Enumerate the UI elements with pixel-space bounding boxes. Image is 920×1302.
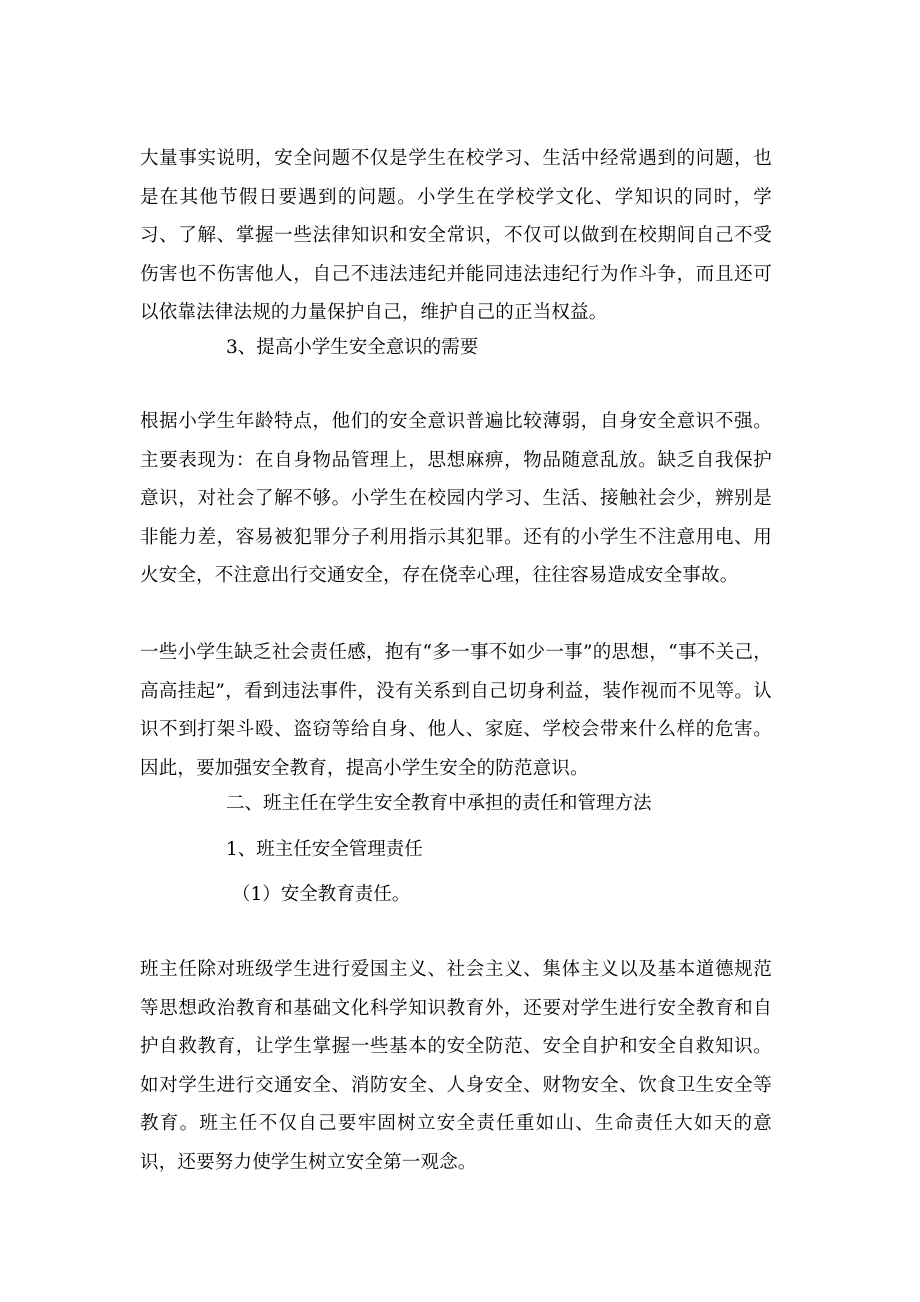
section-heading-teacher-responsibility: 二、班主任在学生安全教育中承担的责任和管理方法 xyxy=(226,793,652,814)
paragraph-teacher-education-duties: 班主任除对班级学生进行爱国主义、社会主义、集体主义以及基本道德规范等思想政治教育和基础文化科学知识教育外，还要对学生进行安全教育和自护自救教育，让学生掌握一些基本的安全防范、安全自护和安全自救知识。如对学生进行交通安全、消防安全、人身安全、财物安全、饮食卫生安全等教育。班主任不仅自己要牢固树立安全责任重如山、生命责任大如天的意识，还要努力使学生树立安全第一观念。 xyxy=(140,959,772,1173)
paragraph-social-responsibility: 一些小学生缺乏社会责任感，抱有“多一事不如少一事”的思想，“事不关己，高高挂起”，看到违法事件，没有关系到自己切身利益，装作视而不见等。认识不到打架斗殴、盗窃等给自身、他人、家庭、学校会带来什么样的危害。因此，要加强安全教育，提高小学生安全的防范意识。 xyxy=(140,642,772,779)
subsection-heading-education-responsibility: （1）安全教育责任。 xyxy=(232,884,411,905)
section-heading-awareness-need: 3、提高小学生安全意识的需要 xyxy=(226,337,479,358)
paragraph-age-characteristics: 根据小学生年龄特点，他们的安全意识普遍比较薄弱，自身安全意识不强。主要表现为：在自身物品管理上，思想麻痹，物品随意乱放。缺乏自我保护意识，对社会了解不够。小学生在校园内学习、生活、接触社会少，辨别是非能力差，容易被犯罪分子利用指示其犯罪。还有的小学生不注意用电、用火安全，不注意出行交通安全，存在侥幸心理，往往容易造成安全事故。 xyxy=(140,411,772,586)
subsection-heading-management-responsibility: 1、班主任安全管理责任 xyxy=(226,839,423,860)
paragraph-safety-facts: 大量事实说明，安全问题不仅是学生在校学习、生活中经常遇到的问题，也是在其他节假日要遇到的问题。小学生在学校学文化、学知识的同时，学习、了解、掌握一些法律知识和安全常识，不仅可以做到在校期间自己不受伤害也不伤害他人，自己不违法违纪并能同违法违纪行为作斗争，而且还可以依靠法律法规的力量保护自己，维护自己的正当权益。 xyxy=(140,148,772,323)
